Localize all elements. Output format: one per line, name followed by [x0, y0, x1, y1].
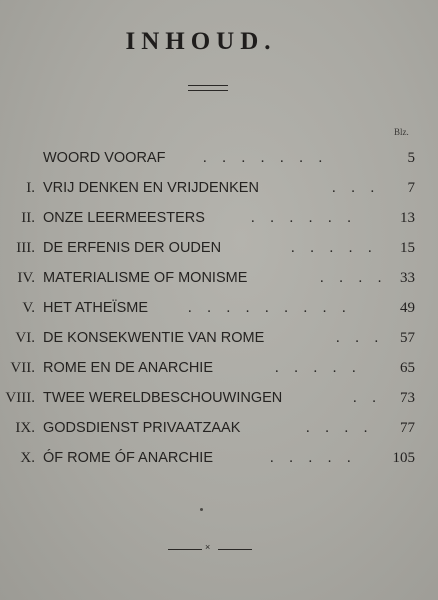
chapter-title: GODSDIENST PRIVAATZAAK — [43, 420, 241, 436]
page-number: 7 — [407, 180, 415, 196]
chapter-title: ROME EN DE ANARCHIE — [43, 360, 213, 376]
chapter-number: VIII. — [5, 390, 35, 406]
toc-entry — [0, 238, 438, 258]
chapter-number: VII. — [10, 360, 35, 376]
chapter-number: V. — [22, 300, 35, 316]
chapter-number: I. — [26, 180, 35, 196]
dot-leader: . . . . . . — [251, 210, 357, 226]
chapter-title: MATERIALISME OF MONISME — [43, 270, 248, 286]
page-number: 105 — [392, 450, 415, 466]
ornament-line-right — [218, 549, 252, 550]
page-number: 49 — [400, 300, 415, 316]
chapter-number: VI. — [15, 330, 35, 346]
dot-leader: . . . — [332, 180, 381, 196]
chapter-title: ONZE LEERMEESTERS — [43, 210, 205, 226]
ornament-cross-icon: × — [205, 542, 211, 552]
dot-leader: . . . . . — [291, 240, 378, 256]
page-number: 65 — [400, 360, 415, 376]
page-column-header: Blz. — [394, 127, 409, 137]
dot-leader: . . . . — [306, 420, 374, 436]
page-number: 73 — [400, 390, 415, 406]
chapter-number: IV. — [17, 270, 35, 286]
dot-leader: . . . . . . . — [203, 150, 329, 166]
chapter-number: III. — [16, 240, 35, 256]
toc-entry — [0, 358, 438, 378]
toc-entry — [0, 178, 438, 198]
chapter-number: II. — [21, 210, 35, 226]
toc-entry — [0, 388, 438, 408]
toc-entry — [0, 298, 438, 318]
page-number: 15 — [400, 240, 415, 256]
page-number: 5 — [407, 150, 415, 166]
toc-entry — [0, 268, 438, 288]
chapter-title: ÓF ROME ÓF ANARCHIE — [43, 450, 213, 466]
page-title: INHOUD. — [125, 28, 277, 55]
ornament-line-left — [168, 549, 202, 550]
paper-speck — [200, 508, 203, 511]
page-number: 13 — [400, 210, 415, 226]
dot-leader: . . . . — [320, 270, 388, 286]
chapter-title: DE KONSEKWENTIE VAN ROME — [43, 330, 265, 346]
toc-entry — [0, 448, 438, 468]
chapter-title: VRIJ DENKEN EN VRIJDENKEN — [43, 180, 259, 196]
chapter-number: X. — [20, 450, 35, 466]
toc-entry — [0, 208, 438, 228]
dot-leader: . . . . . — [270, 450, 357, 466]
dot-leader: . . . . . — [275, 360, 362, 376]
page-number: 57 — [400, 330, 415, 346]
chapter-title: DE ERFENIS DER OUDEN — [43, 240, 222, 256]
dot-leader: . . . — [336, 330, 385, 346]
toc-entry — [0, 418, 438, 438]
dot-leader: . . — [353, 390, 382, 406]
toc-entry — [0, 148, 438, 168]
dot-leader: . . . . . . . . . — [188, 300, 352, 316]
toc-entry — [0, 328, 438, 348]
chapter-title: HET ATHEÏSME — [43, 300, 149, 316]
chapter-number: IX. — [15, 420, 35, 436]
chapter-title: WOORD VOORAF — [43, 150, 166, 166]
page-number: 77 — [400, 420, 415, 436]
page-number: 33 — [400, 270, 415, 286]
end-ornament — [168, 542, 252, 555]
chapter-title: TWEE WERELDBESCHOUWINGEN — [43, 390, 283, 406]
